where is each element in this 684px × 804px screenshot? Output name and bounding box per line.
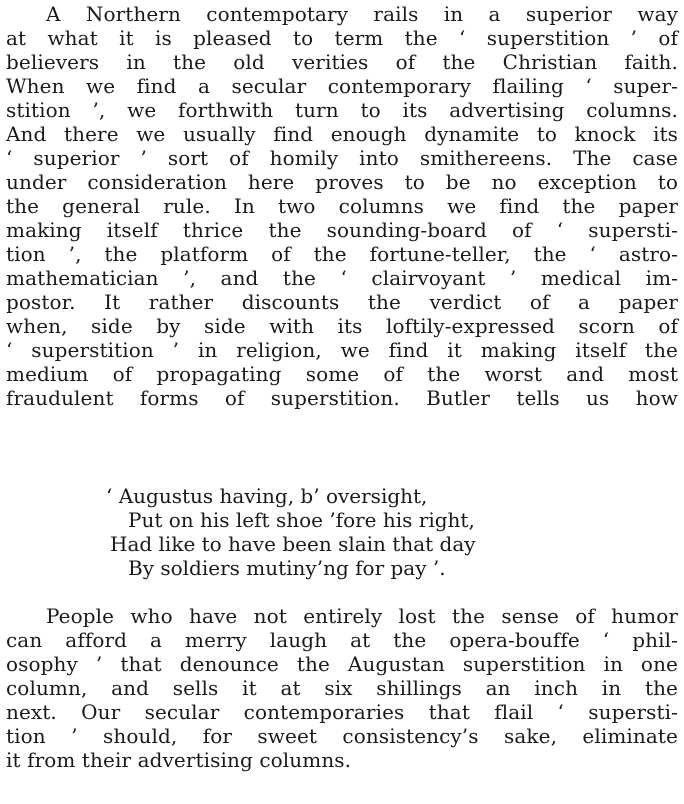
paragraph-line: osophy ’ that denounce the Augustan superstition in one bbox=[6, 652, 678, 676]
paragraph-line: stition ’, we forthwith turn to its advertising columns. bbox=[6, 98, 678, 122]
paragraph-line: it from their advertising columns. bbox=[6, 748, 352, 772]
paragraph-line: tion ’ should, for sweet consistency’s sake, eliminate bbox=[6, 724, 678, 748]
paragraph-line: under consideration here proves to be no exception to bbox=[6, 170, 678, 194]
paragraph-line: next. Our secular contemporaries that flail ‘ supersti- bbox=[6, 700, 678, 724]
paragraph-line: can afford a merry laugh at the opera-bouffe ‘ phil- bbox=[6, 628, 678, 652]
paragraph-line: A Northern contempotary rails in a superior way bbox=[46, 2, 678, 26]
paragraph-line: postor. It rather discounts the verdict of a paper bbox=[6, 290, 678, 314]
paragraph-line: column, and sells it at six shillings an inch in the bbox=[6, 676, 678, 700]
paragraph-line: the general rule. In two columns we find the paper bbox=[6, 194, 678, 218]
verse-line: Put on his left shoe ’fore his right, bbox=[128, 508, 475, 532]
verse-line: By soldiers mutiny’ng for pay ’. bbox=[128, 556, 446, 580]
paragraph-line: medium of propagating some of the worst and most bbox=[6, 362, 678, 386]
paragraph-line: People who have not entirely lost the sense of humor bbox=[46, 604, 678, 628]
paragraph-line: ‘ superior ’ sort of homily into smithereens. The case bbox=[6, 146, 678, 170]
paragraph-line: ‘ superstition ’ in religion, we find it making itself the bbox=[6, 338, 678, 362]
paragraph-line: fraudulent forms of superstition. Butler tells us how bbox=[6, 386, 678, 410]
paragraph-line: mathematician ’, and the ‘ clairvoyant ’ medical im- bbox=[6, 266, 678, 290]
paragraph-line: at what it is pleased to term the ‘ superstition ’ of bbox=[6, 26, 678, 50]
paragraph-line: tion ’, the platform of the fortune-teller, the ‘ astro- bbox=[6, 242, 678, 266]
paragraph-line: And there we usually find enough dynamite to knock its bbox=[6, 122, 678, 146]
verse-line: ‘ Augustus having, b’ oversight, bbox=[106, 484, 428, 508]
paragraph-line: when, side by side with its loftily-expressed scorn of bbox=[6, 314, 678, 338]
verse-line: Had like to have been slain that day bbox=[110, 532, 476, 556]
paragraph-line: When we find a secular contemporary flailing ‘ super- bbox=[6, 74, 678, 98]
paragraph-line: believers in the old verities of the Christian faith. bbox=[6, 50, 678, 74]
paragraph-line: making itself thrice the sounding-board of ‘ supersti- bbox=[6, 218, 678, 242]
